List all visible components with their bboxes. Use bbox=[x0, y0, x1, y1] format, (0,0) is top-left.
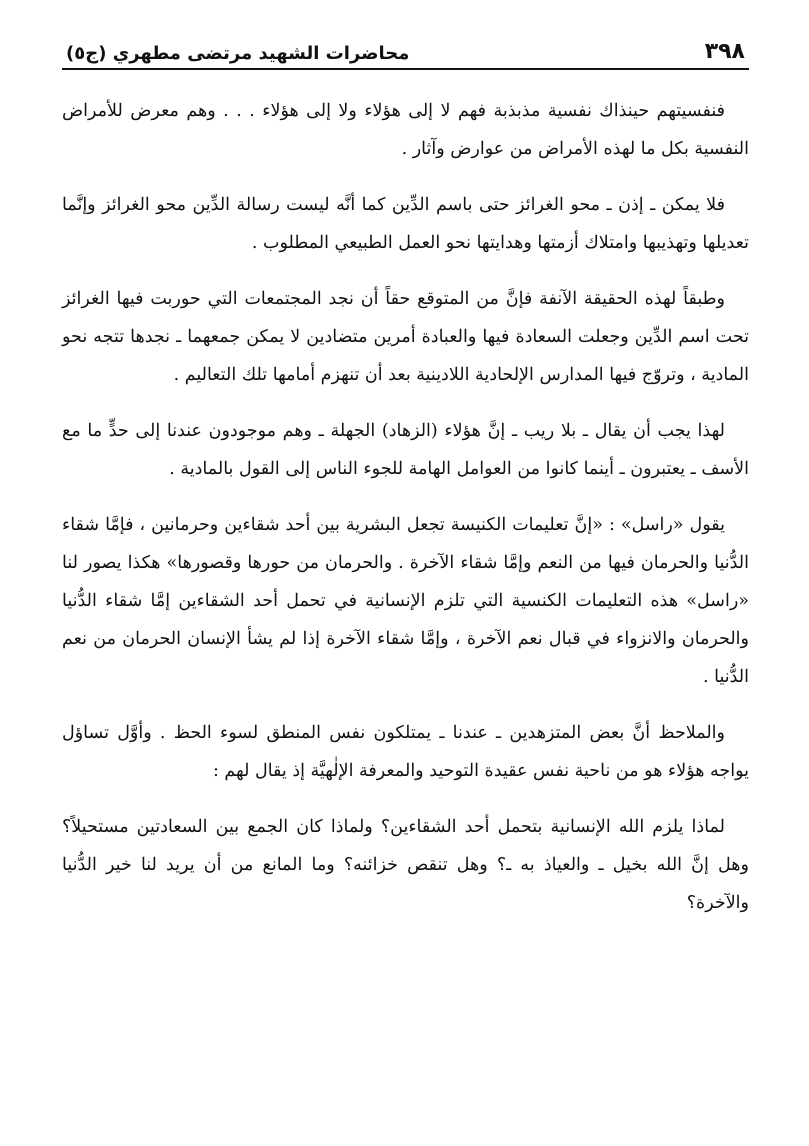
paragraph: فنفسيتهم حينذاك نفسية مذبذبة فهم لا إلى هؤلاء ولا إلى هؤلاء . . . وهم معرض للأمراض النفسية بكل ما لهذه الأمراض من عوارض وآثار . bbox=[62, 101, 749, 159]
page-header bbox=[62, 30, 749, 70]
paragraph: لماذا يلزم الله الإنسانية بتحمل أحد الشقاءين؟ ولماذا كان الجمع بين السعادتين مستحيلاً؟ وهل إنَّ الله بخيل ـ والعياذ به ـ؟ وهل تنقص خزائنه؟ وما المانع من أن يريد لنا خير الدُّنيا والآخرة؟ bbox=[62, 817, 749, 913]
paragraph: والملاحظ أنَّ بعض المتزهدين ـ عندنا ـ يمتلكون نفس المنطق لسوء الحظ . وأوَّل تساؤل يواجه هؤلاء هو من ناحية نفس عقيدة التوحيد والمعرفة الإلٰهيَّة إذ يقال لهم : bbox=[62, 723, 749, 781]
running-title: محاضرات الشهيد مرتضى مطهري (ج٥) bbox=[66, 43, 410, 64]
body-text bbox=[62, 92, 749, 922]
paragraph: فلا يمكن ـ إذن ـ محو الغرائز حتى باسم الدِّين كما أنَّه ليست رسالة الدِّين محو الغرائز وإنَّما تعديلها وتهذيبها وامتلاك أزمتها وهدايتها نحو العمل الطبيعي المطلوب . bbox=[62, 195, 749, 253]
paragraph: وطبقاً لهذه الحقيقة الآنفة فإنَّ من المتوقع حقاً أن نجد المجتمعات التي حوربت فيها الغرائز تحت اسم الدِّين وجعلت السعادة فيها والعبادة أمرين متضادين لا يمكن جمعهما ـ نجدها تتجه نحو المادية ، وتروّج فيها المدارس الإلحادية اللادينية بعد أن تنهزم أمامها تلك التعاليم . bbox=[62, 289, 749, 385]
page-number: ٣٩٨ bbox=[704, 39, 745, 64]
paragraph: لهذا يجب أن يقال ـ بلا ريب ـ إنَّ هؤلاء (الزهاد) الجهلة ـ وهم موجودون عندنا إلى حدٍّ ما مع الأسف ـ يعتبرون ـ أينما كانوا من العوامل الهامة للجوء الناس إلى القول بالمادية . bbox=[62, 421, 749, 479]
paragraph: يقول «راسل» : «إنَّ تعليمات الكنيسة تجعل البشرية بين أحد شقاءين وحرمانين ، فإمَّا شقاء الدُّنيا والحرمان فيها من النعم وإمَّا شقاء الآخرة . والحرمان من حورها وقصورها» هكذا يصور لنا «راسل» هذه التعليمات الكنسية التي تلزم الإنسانية في تحمل أحد الشقاءين إمَّا شقاء الدُّنيا والحرمان والانزواء في قبال نعم الآخرة ، وإمَّا شقاء الآخرة إذا لم يشأ الإنسان الحرمان من نعم الدُّنيا . bbox=[62, 515, 749, 687]
